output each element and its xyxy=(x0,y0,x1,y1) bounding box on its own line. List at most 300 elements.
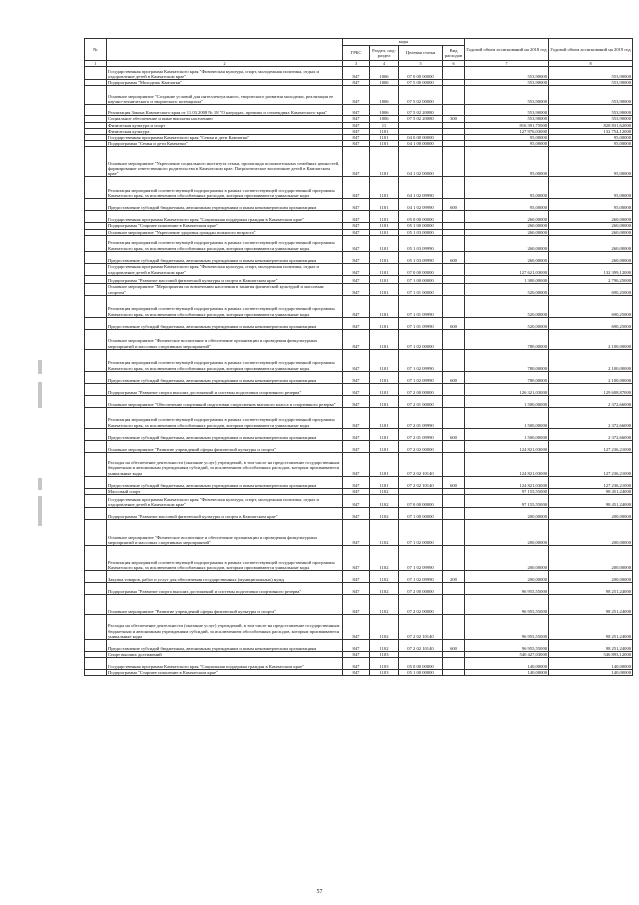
cell-n xyxy=(85,615,107,640)
cell-grbs: 847 xyxy=(343,508,370,520)
cell-rz: 1006 xyxy=(370,105,399,116)
table-row xyxy=(85,583,633,595)
index-cell: 7 xyxy=(465,61,549,67)
cell-csr: 07 2 01 09990 xyxy=(399,428,443,440)
cell-name: Спорт высших достижений xyxy=(107,652,343,658)
cell-name: Физическая культура xyxy=(107,128,343,134)
cell-vr xyxy=(443,329,465,349)
cell-rz: 1101 xyxy=(370,440,399,452)
cell-csr: 07 2 02 00000 xyxy=(399,440,443,452)
cell-v1: 97 155,55000 xyxy=(465,488,549,494)
cell-n xyxy=(85,295,107,317)
cell-vr xyxy=(443,658,465,670)
cell-grbs: 847 xyxy=(343,371,370,383)
table-row xyxy=(85,283,633,295)
table-row xyxy=(85,615,633,640)
cell-rz: 1102 xyxy=(370,571,399,583)
cell-n xyxy=(85,275,107,283)
cell-n xyxy=(85,235,107,251)
cell-csr: 07 5 02 20080 xyxy=(399,105,443,116)
col-name-header xyxy=(107,39,343,61)
table-row xyxy=(85,275,633,283)
cell-grbs: 847 xyxy=(343,595,370,615)
cell-name: Подпрограмма "Развитие спорта высших достижений и системы подготовки спортивного резерва" xyxy=(107,383,343,395)
cell-name: Подпрограмма "Молодежь Камчатки" xyxy=(107,80,343,86)
cell-vr: 600 xyxy=(443,251,465,263)
cell-grbs: 847 xyxy=(343,670,370,676)
cell-v1: 520,00000 xyxy=(465,317,549,329)
cell-csr: 04 1 02 00000 xyxy=(399,147,443,177)
table-row xyxy=(85,199,633,211)
cell-vr xyxy=(443,177,465,199)
cell-vr xyxy=(443,495,465,508)
table-row xyxy=(85,428,633,440)
table-body xyxy=(85,67,633,676)
cell-v1: 816 391,75000 xyxy=(465,122,549,128)
cell-grbs: 847 xyxy=(343,147,370,177)
cell-v2: 127 236,21000 xyxy=(549,440,633,452)
cell-n xyxy=(85,640,107,652)
cell-n xyxy=(85,349,107,371)
cell-v1: 553,90000 xyxy=(465,105,549,116)
cell-v1: 127 976,03000 xyxy=(465,128,549,134)
cell-rz: 1101 xyxy=(370,383,399,395)
table-row xyxy=(85,86,633,105)
cell-n xyxy=(85,177,107,199)
cell-rz: 1101 xyxy=(370,141,399,147)
cell-rz: 1101 xyxy=(370,452,399,476)
cell-name: Физическая культура и спорт xyxy=(107,122,343,128)
cell-name: Государственная программа Камчатского края "Социальная поддержка граждан в Камчатском крае" xyxy=(107,211,343,223)
cell-name: Подпрограмма "Старшее поколение в Камчатском крае" xyxy=(107,223,343,229)
cell-csr: 04 1 00 00000 xyxy=(399,141,443,147)
cell-v1: 1 500,00000 xyxy=(465,428,549,440)
cell-grbs: 847 xyxy=(343,86,370,105)
cell-csr: 07 2 02 10140 xyxy=(399,615,443,640)
cell-rz: 1102 xyxy=(370,520,399,546)
index-cell: 6 xyxy=(443,61,465,67)
col-num-header: № xyxy=(85,39,107,61)
cell-name: Подпрограмма "Развитие массовой физической культуры и спорта в Камчатском крае" xyxy=(107,508,343,520)
cell-vr xyxy=(443,283,465,295)
cell-v1: 126 321,03000 xyxy=(465,383,549,395)
cell-csr: 07 1 02 09990 xyxy=(399,349,443,371)
cell-csr: 05 1 03 09990 xyxy=(399,251,443,263)
cell-grbs: 847 xyxy=(343,229,370,235)
table-row xyxy=(85,251,633,263)
cell-csr: 07 2 02 00000 xyxy=(399,595,443,615)
cell-name: Подпрограмма "Развитие массовой физической культуры и спорта в Камчатском крае" xyxy=(107,275,343,283)
cell-n xyxy=(85,571,107,583)
cell-v2: 200,00000 xyxy=(549,508,633,520)
cell-n xyxy=(85,452,107,476)
cell-n xyxy=(85,199,107,211)
cell-csr: 07 2 00 00000 xyxy=(399,583,443,595)
cell-vr: 200 xyxy=(443,571,465,583)
cell-v1: 780,00000 xyxy=(465,349,549,371)
cell-n xyxy=(85,595,107,615)
cell-n xyxy=(85,520,107,546)
cell-v2: 260,00000 xyxy=(549,251,633,263)
cell-grbs: 847 xyxy=(343,440,370,452)
table-row xyxy=(85,658,633,670)
cell-rz: 1102 xyxy=(370,546,399,571)
cell-v2: 98 251,24000 xyxy=(549,615,633,640)
cell-csr: 05 0 00 00000 xyxy=(399,211,443,223)
cell-name: Реализация мероприятий соответствующей подпрограммы в рамках соответствующей государственной программы Камчатского края, за исключением обособленных расходов, которым присваиваются уникальные коды xyxy=(107,349,343,371)
cell-v1: 780,00000 xyxy=(465,371,549,383)
cell-vr: 600 xyxy=(443,199,465,211)
cell-csr: 04 1 02 09990 xyxy=(399,199,443,211)
cell-csr: 07 5 02 00000 xyxy=(399,86,443,105)
cell-n xyxy=(85,147,107,177)
cell-rz: 1101 xyxy=(370,147,399,177)
cell-rz: 1006 xyxy=(370,80,399,86)
index-cell: 4 xyxy=(370,61,399,67)
cell-v2: 2 372,66000 xyxy=(549,395,633,407)
cell-rz: 1101 xyxy=(370,317,399,329)
cell-name: Предоставление субсидий бюджетным, автономным учреждениям и иным некоммерческим организациям xyxy=(107,428,343,440)
page-number: 57 xyxy=(316,889,323,895)
cell-vr xyxy=(443,395,465,407)
cell-rz: 1101 xyxy=(370,263,399,275)
table-row xyxy=(85,546,633,571)
cell-v1: 124 821,03000 xyxy=(465,452,549,476)
cell-grbs: 847 xyxy=(343,275,370,283)
cell-csr: 07 1 02 09990 xyxy=(399,371,443,383)
cell-v2: 132 399,12000 xyxy=(549,263,633,275)
cell-n xyxy=(85,283,107,295)
cell-name: Основное мероприятие "Укрепление здоровья граждан пожилого возраста" xyxy=(107,229,343,235)
table-row xyxy=(85,177,633,199)
cell-vr xyxy=(443,452,465,476)
table-header xyxy=(85,39,633,67)
cell-v2: 95,00000 xyxy=(549,135,633,141)
cell-csr: 07 1 00 00000 xyxy=(399,275,443,283)
cell-grbs: 847 xyxy=(343,211,370,223)
cell-rz: 1101 xyxy=(370,428,399,440)
cell-grbs: 847 xyxy=(343,128,370,134)
cell-rz: 11 xyxy=(370,122,399,128)
cell-rz: 1101 xyxy=(370,251,399,263)
col-2019-header: Годовой объем ассигнований на 2019 год xyxy=(549,39,633,61)
table-row xyxy=(85,105,633,116)
cell-rz: 1101 xyxy=(370,295,399,317)
index-cell: 1 xyxy=(85,61,107,67)
cell-v2: 127 236,21000 xyxy=(549,452,633,476)
cell-v2: 140,00000 xyxy=(549,658,633,670)
cell-n xyxy=(85,67,107,80)
cell-rz: 1103 xyxy=(370,652,399,658)
cell-name: Массовый спорт xyxy=(107,488,343,494)
cell-vr xyxy=(443,546,465,571)
table-row xyxy=(85,67,633,80)
cell-name: Государственная программа Камчатского края "Физическая культура, спорт, молодежная политика, отдых и оздоровление детей в Камчатском крае" xyxy=(107,495,343,508)
cell-name: Государственная программа Камчатского края "Физическая культура, спорт, молодежная политика, отдых и оздоровление детей в Камчатском крае" xyxy=(107,67,343,80)
table-row xyxy=(85,571,633,583)
cell-vr xyxy=(443,235,465,251)
table-row xyxy=(85,452,633,476)
cell-csr: 05 0 00 00000 xyxy=(399,658,443,670)
cell-grbs: 847 xyxy=(343,640,370,652)
cell-name: Реализация Закона Камчатского края от 11.03.2008 № 18 "О наградах, премиях и стипендиях Камчатского края" xyxy=(107,105,343,116)
cell-grbs: 847 xyxy=(343,407,370,428)
cell-grbs: 847 xyxy=(343,317,370,329)
cell-rz: 1101 xyxy=(370,211,399,223)
table-row xyxy=(85,383,633,395)
cell-v1: 260,00000 xyxy=(465,211,549,223)
table-row xyxy=(85,395,633,407)
cell-csr: 07 0 00 00000 xyxy=(399,67,443,80)
cell-csr: 04 1 02 09990 xyxy=(399,177,443,199)
cell-csr: 07 2 01 09990 xyxy=(399,407,443,428)
cell-vr xyxy=(443,615,465,640)
cell-rz: 1102 xyxy=(370,640,399,652)
cell-vr xyxy=(443,211,465,223)
cell-grbs: 847 xyxy=(343,177,370,199)
table-row xyxy=(85,640,633,652)
cell-name: Государственная программа Камчатского края "Физическая культура, спорт, молодежная политика, отдых и оздоровление детей в Камчатском крае" xyxy=(107,263,343,275)
cell-vr: 600 xyxy=(443,476,465,488)
cell-v2: 98 251,24000 xyxy=(549,583,633,595)
cell-grbs: 847 xyxy=(343,546,370,571)
scan-mark xyxy=(38,496,42,526)
cell-v2: 98 451,24000 xyxy=(549,495,633,508)
cell-v2: 2 100,00000 xyxy=(549,371,633,383)
cell-n xyxy=(85,546,107,571)
cell-grbs: 847 xyxy=(343,488,370,494)
cell-csr: 07 0 00 00000 xyxy=(399,495,443,508)
scan-marks xyxy=(38,360,48,560)
table-row xyxy=(85,235,633,251)
cell-v1: 200,00000 xyxy=(465,571,549,583)
cell-v1: 780,00000 xyxy=(465,329,549,349)
cell-rz: 1101 xyxy=(370,349,399,371)
cell-vr xyxy=(443,670,465,676)
cell-n xyxy=(85,407,107,428)
cell-n xyxy=(85,251,107,263)
codes-header: коды xyxy=(343,39,465,46)
cell-name: Основное мероприятие "Физическое воспитание и обеспечение организации и проведения физкультурных мероприятий и массовых спортивных мероприятий" xyxy=(107,329,343,349)
cell-vr xyxy=(443,383,465,395)
cell-rz: 1101 xyxy=(370,476,399,488)
cell-grbs: 847 xyxy=(343,135,370,141)
index-cell: 8 xyxy=(549,61,633,67)
cell-grbs: 847 xyxy=(343,452,370,476)
cell-name: Основное мероприятие "Создание условий для интеллектуального, творческого развития молодежи, реализация ее научно-технического и творческого потенциала" xyxy=(107,86,343,105)
cell-v1: 540 427,03000 xyxy=(465,652,549,658)
cell-grbs: 847 xyxy=(343,105,370,116)
cell-vr: 600 xyxy=(443,640,465,652)
cell-grbs: 847 xyxy=(343,122,370,128)
cell-rz: 1102 xyxy=(370,583,399,595)
cell-v2: 553,90000 xyxy=(549,86,633,105)
cell-csr: 07 2 02 10140 xyxy=(399,452,443,476)
cell-rz: 1102 xyxy=(370,488,399,494)
cell-rz: 1101 xyxy=(370,199,399,211)
cell-vr xyxy=(443,263,465,275)
cell-rz: 1006 xyxy=(370,67,399,80)
cell-name: Реализация мероприятий соответствующей подпрограммы в рамках соответствующей государственной программы Камчатского края, за исключением обособленных расходов, которым присваиваются уникальные коды xyxy=(107,235,343,251)
cell-csr: 07 5 00 00000 xyxy=(399,80,443,86)
cell-rz: 1101 xyxy=(370,283,399,295)
cell-v2: 260,00000 xyxy=(549,229,633,235)
cell-name: Основное мероприятие "Мероприятия по вовлечению населения в занятия физической культурой и массовым спортом" xyxy=(107,283,343,295)
cell-vr xyxy=(443,349,465,371)
table-row xyxy=(85,329,633,349)
cell-vr xyxy=(443,508,465,520)
cell-v2: 127 236,21000 xyxy=(549,476,633,488)
cell-v1: 95,00000 xyxy=(465,177,549,199)
cell-vr xyxy=(443,583,465,595)
index-cell: 5 xyxy=(399,61,443,67)
table-row xyxy=(85,147,633,177)
cell-v2: 553,90000 xyxy=(549,67,633,80)
cell-v1: 200,00000 xyxy=(465,546,549,571)
cell-csr: 04 0 00 00000 xyxy=(399,135,443,141)
cell-n xyxy=(85,329,107,349)
cell-csr: 07 1 02 00000 xyxy=(399,329,443,349)
cell-v1: 96 955,55000 xyxy=(465,583,549,595)
cell-v1: 95,00000 xyxy=(465,141,549,147)
cell-v1: 553,90000 xyxy=(465,67,549,80)
cell-v1: 97 155,55000 xyxy=(465,495,549,508)
cell-name: Социальное обеспечение и иные выплаты населению xyxy=(107,116,343,122)
cell-rz: 1103 xyxy=(370,658,399,670)
cell-csr: 07 0 00 00000 xyxy=(399,263,443,275)
cell-v1: 520,00000 xyxy=(465,283,549,295)
cell-vr xyxy=(443,595,465,615)
cell-csr: 07 1 02 09990 xyxy=(399,571,443,583)
scan-mark xyxy=(38,382,42,408)
col-grbs-header: ГРБС xyxy=(343,46,370,61)
cell-grbs: 847 xyxy=(343,495,370,508)
cell-v1: 1 300,00000 xyxy=(465,275,549,283)
cell-vr xyxy=(443,67,465,80)
cell-v2: 132 754,12000 xyxy=(549,128,633,134)
cell-rz: 1101 xyxy=(370,395,399,407)
cell-rz: 1101 xyxy=(370,223,399,229)
cell-name: Реализация мероприятий соответствующей подпрограммы в рамках соответствующей государственной программы Камчатского края, за исключением обособленных расходов, которым присваиваются уникальные коды xyxy=(107,407,343,428)
cell-vr xyxy=(443,520,465,546)
cell-v2: 200,00000 xyxy=(549,571,633,583)
cell-n xyxy=(85,428,107,440)
cell-n xyxy=(85,317,107,329)
cell-v2: 553,90000 xyxy=(549,80,633,86)
cell-name: Закупка товаров, работ и услуг для обеспечения государственных (муниципальных) нужд xyxy=(107,571,343,583)
cell-v2: 95,00000 xyxy=(549,199,633,211)
col-vr-header: Вид расходов xyxy=(443,46,465,61)
col-2018-header: Годовой объем ассигнований на 2018 год xyxy=(465,39,549,61)
cell-v1: 140,00000 xyxy=(465,670,549,676)
cell-v1: 553,90000 xyxy=(465,116,549,122)
cell-v2: 95,00000 xyxy=(549,177,633,199)
cell-v1: 553,90000 xyxy=(465,80,549,86)
cell-v1: 96 955,55000 xyxy=(465,640,549,652)
cell-v2: 690,25000 xyxy=(549,317,633,329)
cell-vr xyxy=(443,407,465,428)
scan-mark xyxy=(38,478,42,490)
cell-v2: 98 251,24000 xyxy=(549,640,633,652)
cell-v2: 2 372,66000 xyxy=(549,428,633,440)
cell-csr: 07 1 02 09990 xyxy=(399,546,443,571)
cell-rz: 1101 xyxy=(370,177,399,199)
cell-name: Основное мероприятие "Укрепление социального института семьи, пропаганда положительных семейных ценностей, формирование ответственного родительства в Камчатском крае. Патриотическое воспитание детей в Камчатском крае" xyxy=(107,147,343,177)
cell-n xyxy=(85,383,107,395)
cell-name: Реализация мероприятий соответствующей подпрограммы в рамках соответствующей государственной программы Камчатского края, за исключением обособленных расходов, которым присваиваются уникальные коды xyxy=(107,295,343,317)
table-row xyxy=(85,211,633,223)
cell-vr xyxy=(443,275,465,283)
cell-csr: 05 1 03 00000 xyxy=(399,229,443,235)
cell-name: Подпрограмма "Развитие спорта высших достижений и системы подготовки спортивного резерва" xyxy=(107,583,343,595)
cell-v2: 200,00000 xyxy=(549,520,633,546)
table-row xyxy=(85,595,633,615)
cell-vr xyxy=(443,147,465,177)
cell-rz: 1102 xyxy=(370,495,399,508)
cell-v1: 553,90000 xyxy=(465,86,549,105)
scan-mark xyxy=(38,360,42,374)
cell-grbs: 847 xyxy=(343,251,370,263)
cell-grbs: 847 xyxy=(343,141,370,147)
cell-v2: 260,00000 xyxy=(549,235,633,251)
cell-v2: 2 790,25000 xyxy=(549,275,633,283)
cell-csr: 05 1 00 00000 xyxy=(399,223,443,229)
cell-grbs: 847 xyxy=(343,223,370,229)
cell-rz: 1006 xyxy=(370,86,399,105)
cell-v1: 96 955,55000 xyxy=(465,615,549,640)
table-row xyxy=(85,670,633,676)
cell-v2: 690,25000 xyxy=(549,283,633,295)
cell-grbs: 847 xyxy=(343,80,370,86)
index-cell: 3 xyxy=(343,61,370,67)
cell-name: Реализация мероприятий соответствующей подпрограммы в рамках соответствующей государственной программы Камчатского края, за исключением обособленных расходов, которым присваиваются уникальные коды xyxy=(107,177,343,199)
cell-v2: 690,25000 xyxy=(549,295,633,317)
cell-csr: 07 2 02 10140 xyxy=(399,476,443,488)
cell-name: Основное мероприятие "Развитие учреждений сферы физической культуры и спорта" xyxy=(107,440,343,452)
cell-name: Предоставление субсидий бюджетным, автономным учреждениям и иным некоммерческим организациям xyxy=(107,640,343,652)
cell-v2: 140,00000 xyxy=(549,670,633,676)
cell-v2: 98 251,24000 xyxy=(549,595,633,615)
cell-rz: 1101 xyxy=(370,229,399,235)
cell-rz: 1101 xyxy=(370,135,399,141)
cell-name: Расходы на обеспечение деятельности (оказание услуг) учреждений, в том числе на предоставление государственным бюджетным и автономным учреждениям субсидий, за исключением обособленных расходов, которым присваиваются уникальные коды xyxy=(107,615,343,640)
cell-grbs: 847 xyxy=(343,571,370,583)
cell-csr: 07 1 01 00000 xyxy=(399,283,443,295)
cell-grbs: 847 xyxy=(343,263,370,275)
cell-v2: 553,90000 xyxy=(549,105,633,116)
cell-name: Государственная программа Камчатского края "Социальная поддержка граждан в Камчатском крае" xyxy=(107,658,343,670)
cell-v2: 98 451,24000 xyxy=(549,488,633,494)
cell-name: Подпрограмма "Семья и дети Камчатки" xyxy=(107,141,343,147)
cell-vr: 300 xyxy=(443,116,465,122)
cell-v2: 95,00000 xyxy=(549,141,633,147)
cell-v1: 95,00000 xyxy=(465,147,549,177)
cell-name: Основное мероприятие "Физическое воспитание и обеспечение организации и проведения физкультурных мероприятий и массовых спортивных мероприятий" xyxy=(107,520,343,546)
cell-n xyxy=(85,583,107,595)
table-row xyxy=(85,407,633,428)
cell-vr: 600 xyxy=(443,317,465,329)
cell-n xyxy=(85,508,107,520)
cell-v1: 200,00000 xyxy=(465,520,549,546)
cell-v2: 95,00000 xyxy=(549,147,633,177)
cell-name: Основное мероприятие "Обеспечение спортивной подготовки спортсменов высокого класса и спортивного резерва" xyxy=(107,395,343,407)
cell-grbs: 847 xyxy=(343,383,370,395)
cell-v2: 129 608,87000 xyxy=(549,383,633,395)
cell-v1: 127 621,03000 xyxy=(465,263,549,275)
table-row xyxy=(85,295,633,317)
cell-grbs: 847 xyxy=(343,283,370,295)
col-razdel-header: Раздел, под-раздел xyxy=(370,46,399,61)
